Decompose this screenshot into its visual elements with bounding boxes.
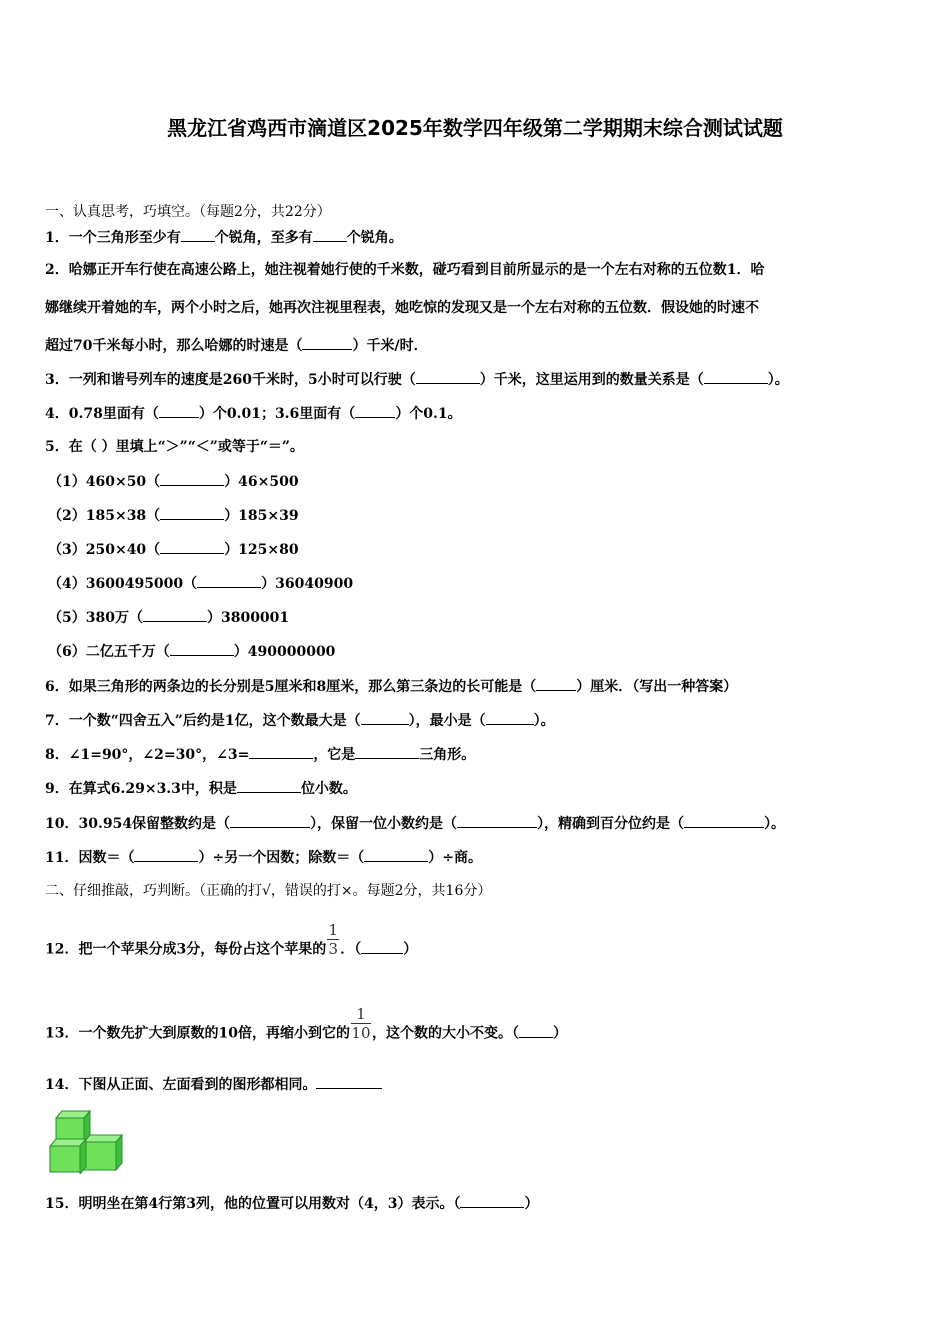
question-2-text-a: 超过70千米每小时，那么哈娜的时速是（ [45, 338, 303, 354]
answer-blank[interactable] [143, 607, 207, 622]
question-5-item [48, 505, 299, 526]
question-5-item [48, 641, 335, 662]
question-11-text-b: ）÷另一个因数；除数＝（ [198, 850, 365, 866]
section-1-heading: 一、认真思考，巧填空。（每题2分，共22分） [45, 204, 331, 220]
question-13 [45, 1005, 567, 1052]
question-5-item [48, 471, 299, 492]
answer-blank[interactable] [181, 227, 215, 242]
answer-blank[interactable] [160, 539, 224, 554]
answer-blank[interactable] [704, 369, 768, 384]
question-2-line-1: 2．哈娜正开车行使在高速公路上，她注视着她行使的千米数，碰巧看到目前所显示的是一个左右对称的五位数1．哈 [45, 262, 765, 278]
answer-blank[interactable] [457, 813, 537, 828]
question-15 [45, 1193, 538, 1214]
question-1-text-b: 个锐角，至多有 [214, 230, 313, 246]
question-5-item [48, 539, 299, 560]
cube-stack-figure [48, 1108, 128, 1174]
answer-blank[interactable] [316, 1074, 382, 1089]
answer-blank[interactable] [160, 505, 224, 520]
question-9-text-b: 位小数。 [300, 781, 357, 797]
question-12-text-a: 12．把一个苹果分成3分，每份占这个苹果的 [45, 941, 327, 958]
question-10 [45, 813, 785, 834]
question-14-text-a: 14．下图从正面、左面看到的图形都相同。 [45, 1077, 317, 1093]
question-7-text-a: 7．一个数“四舍五入”后约是1亿，这个数最大是（ [45, 713, 361, 729]
answer-blank[interactable] [237, 778, 301, 793]
question-11-text-a: 11．因数＝（ [45, 850, 135, 866]
question-7 [45, 710, 555, 731]
item-right: ）46×500 [224, 474, 299, 490]
answer-blank[interactable] [302, 335, 352, 350]
question-15-text-b: ） [524, 1196, 539, 1212]
item-left: （6）二亿五千万（ [48, 644, 170, 660]
question-14 [45, 1074, 382, 1095]
question-1-text-a: 1．一个三角形至少有 [45, 230, 181, 246]
item-left: （4）3600495000（ [48, 576, 198, 592]
question-13-text-b: ，这个数的大小不变。（ [371, 1025, 519, 1042]
cube-side-face [116, 1135, 122, 1170]
question-11 [45, 847, 482, 868]
answer-blank[interactable] [170, 641, 234, 656]
question-5-stem: 5．在（ ）里填上“＞”“＜”或等于“＝”。 [45, 439, 304, 455]
answer-blank[interactable] [197, 573, 261, 588]
answer-blank[interactable] [134, 847, 198, 862]
section-2-heading: 二、仔细推敲，巧判断。（正确的打√，错误的打×。每题2分，共16分） [45, 883, 492, 899]
answer-blank[interactable] [536, 676, 576, 691]
question-12-text-b: ．（ [340, 941, 362, 958]
question-2-line-3 [45, 335, 428, 356]
question-12 [45, 921, 418, 968]
question-3-text-c: ）。 [767, 372, 789, 388]
item-left: （1）460×50（ [48, 474, 161, 490]
answer-blank[interactable] [230, 813, 310, 828]
answer-blank[interactable] [460, 1193, 524, 1208]
answer-blank[interactable] [160, 471, 224, 486]
question-3-text-b: ）千米，这里运用到的数量关系是（ [479, 372, 704, 388]
question-4-text-c: ）个0.1。 [395, 406, 462, 422]
answer-blank[interactable] [364, 847, 428, 862]
question-4-text-a: 4．0.78里面有（ [45, 406, 159, 422]
question-4-text-b: ）个0.01；3.6里面有（ [198, 406, 356, 422]
answer-blank[interactable] [159, 403, 199, 418]
question-8 [45, 744, 475, 765]
fraction-denominator: 10 [351, 1024, 371, 1042]
question-12-text-c: ） [403, 941, 418, 958]
question-1-text-c: 个锐角。 [346, 230, 403, 246]
fraction-denominator: 3 [328, 940, 338, 958]
question-9 [45, 778, 357, 799]
item-left: （5）380万（ [48, 610, 143, 626]
fraction-numerator: 1 [328, 921, 338, 939]
item-right: ）490000000 [233, 644, 336, 660]
question-3 [45, 369, 789, 390]
question-10-text-b: ），保留一位小数约是（ [310, 816, 458, 832]
question-13-text-a: 13．一个数先扩大到原数的10倍，再缩小到它的 [45, 1025, 350, 1042]
question-3-text-a: 3．一列和谐号列车的速度是260千米时，5小时可以行驶（ [45, 372, 416, 388]
fraction-one-third [327, 921, 339, 958]
answer-blank[interactable] [684, 813, 764, 828]
question-7-text-b: ），最小是（ [408, 713, 486, 729]
question-5-item [48, 607, 289, 628]
cube-front-face [84, 1142, 116, 1170]
question-6-text-a: 6．如果三角形的两条边的长分别是5厘米和8厘米，那么第三条边的长可能是（ [45, 679, 537, 695]
question-8-text-b: ，它是 [313, 747, 356, 763]
item-right: ）125×80 [224, 542, 299, 558]
question-15-text-a: 15．明明坐在第4行第3列，他的位置可以用数对（4，3）表示。（ [45, 1196, 461, 1212]
cube-front-face [50, 1146, 80, 1172]
question-6-text-b: ）厘米．（写出一种答案） [576, 679, 738, 695]
question-13-text-c: ） [552, 1025, 567, 1042]
question-2-line-2: 娜继续开着她的车，两个小时之后，她再次注视里程表，她吃惊的发现又是一个左右对称的五位数．假设她的时速不 [45, 300, 759, 316]
answer-blank[interactable] [355, 744, 419, 759]
question-11-text-c: ）÷商。 [428, 850, 482, 866]
fraction-one-tenth [351, 1005, 371, 1042]
answer-blank[interactable] [313, 227, 347, 242]
item-right: ）36040900 [261, 576, 354, 592]
answer-blank[interactable] [249, 744, 313, 759]
question-6 [45, 676, 737, 697]
item-left: （3）250×40（ [48, 542, 161, 558]
item-right: ）185×39 [224, 508, 299, 524]
cube-bottom-left [50, 1139, 86, 1174]
question-10-text-a: 10．30.954保留整数约是（ [45, 816, 231, 832]
answer-blank[interactable] [486, 710, 534, 725]
question-9-text-a: 9．在算式6.29×3.3中，积是 [45, 781, 237, 797]
question-5-item [48, 573, 353, 594]
fraction-numerator: 1 [356, 1005, 366, 1023]
item-right: ）3800001 [206, 610, 290, 626]
cube-bottom-right [84, 1135, 122, 1170]
question-10-text-c: ），精确到百分位约是（ [537, 816, 685, 832]
question-10-text-d: ）。 [764, 816, 786, 832]
answer-blank[interactable] [416, 369, 480, 384]
question-2-text-b: ）千米/时． [352, 338, 428, 354]
answer-blank[interactable] [355, 403, 395, 418]
answer-blank[interactable] [519, 1023, 553, 1038]
answer-blank[interactable] [361, 710, 409, 725]
question-7-text-c: ）。 [533, 713, 555, 729]
question-8-text-c: 三角形。 [419, 747, 476, 763]
item-left: （2）185×38（ [48, 508, 161, 524]
answer-blank[interactable] [361, 939, 403, 954]
question-8-text-a: 8．∠1=90°，∠2=30°，∠3= [45, 747, 250, 763]
question-1 [45, 227, 403, 248]
question-4 [45, 403, 462, 424]
page-title: 黑龙江省鸡西市滴道区2025年数学四年级第二学期期末综合测试试题 [167, 116, 783, 140]
cube-side-face [80, 1139, 86, 1174]
